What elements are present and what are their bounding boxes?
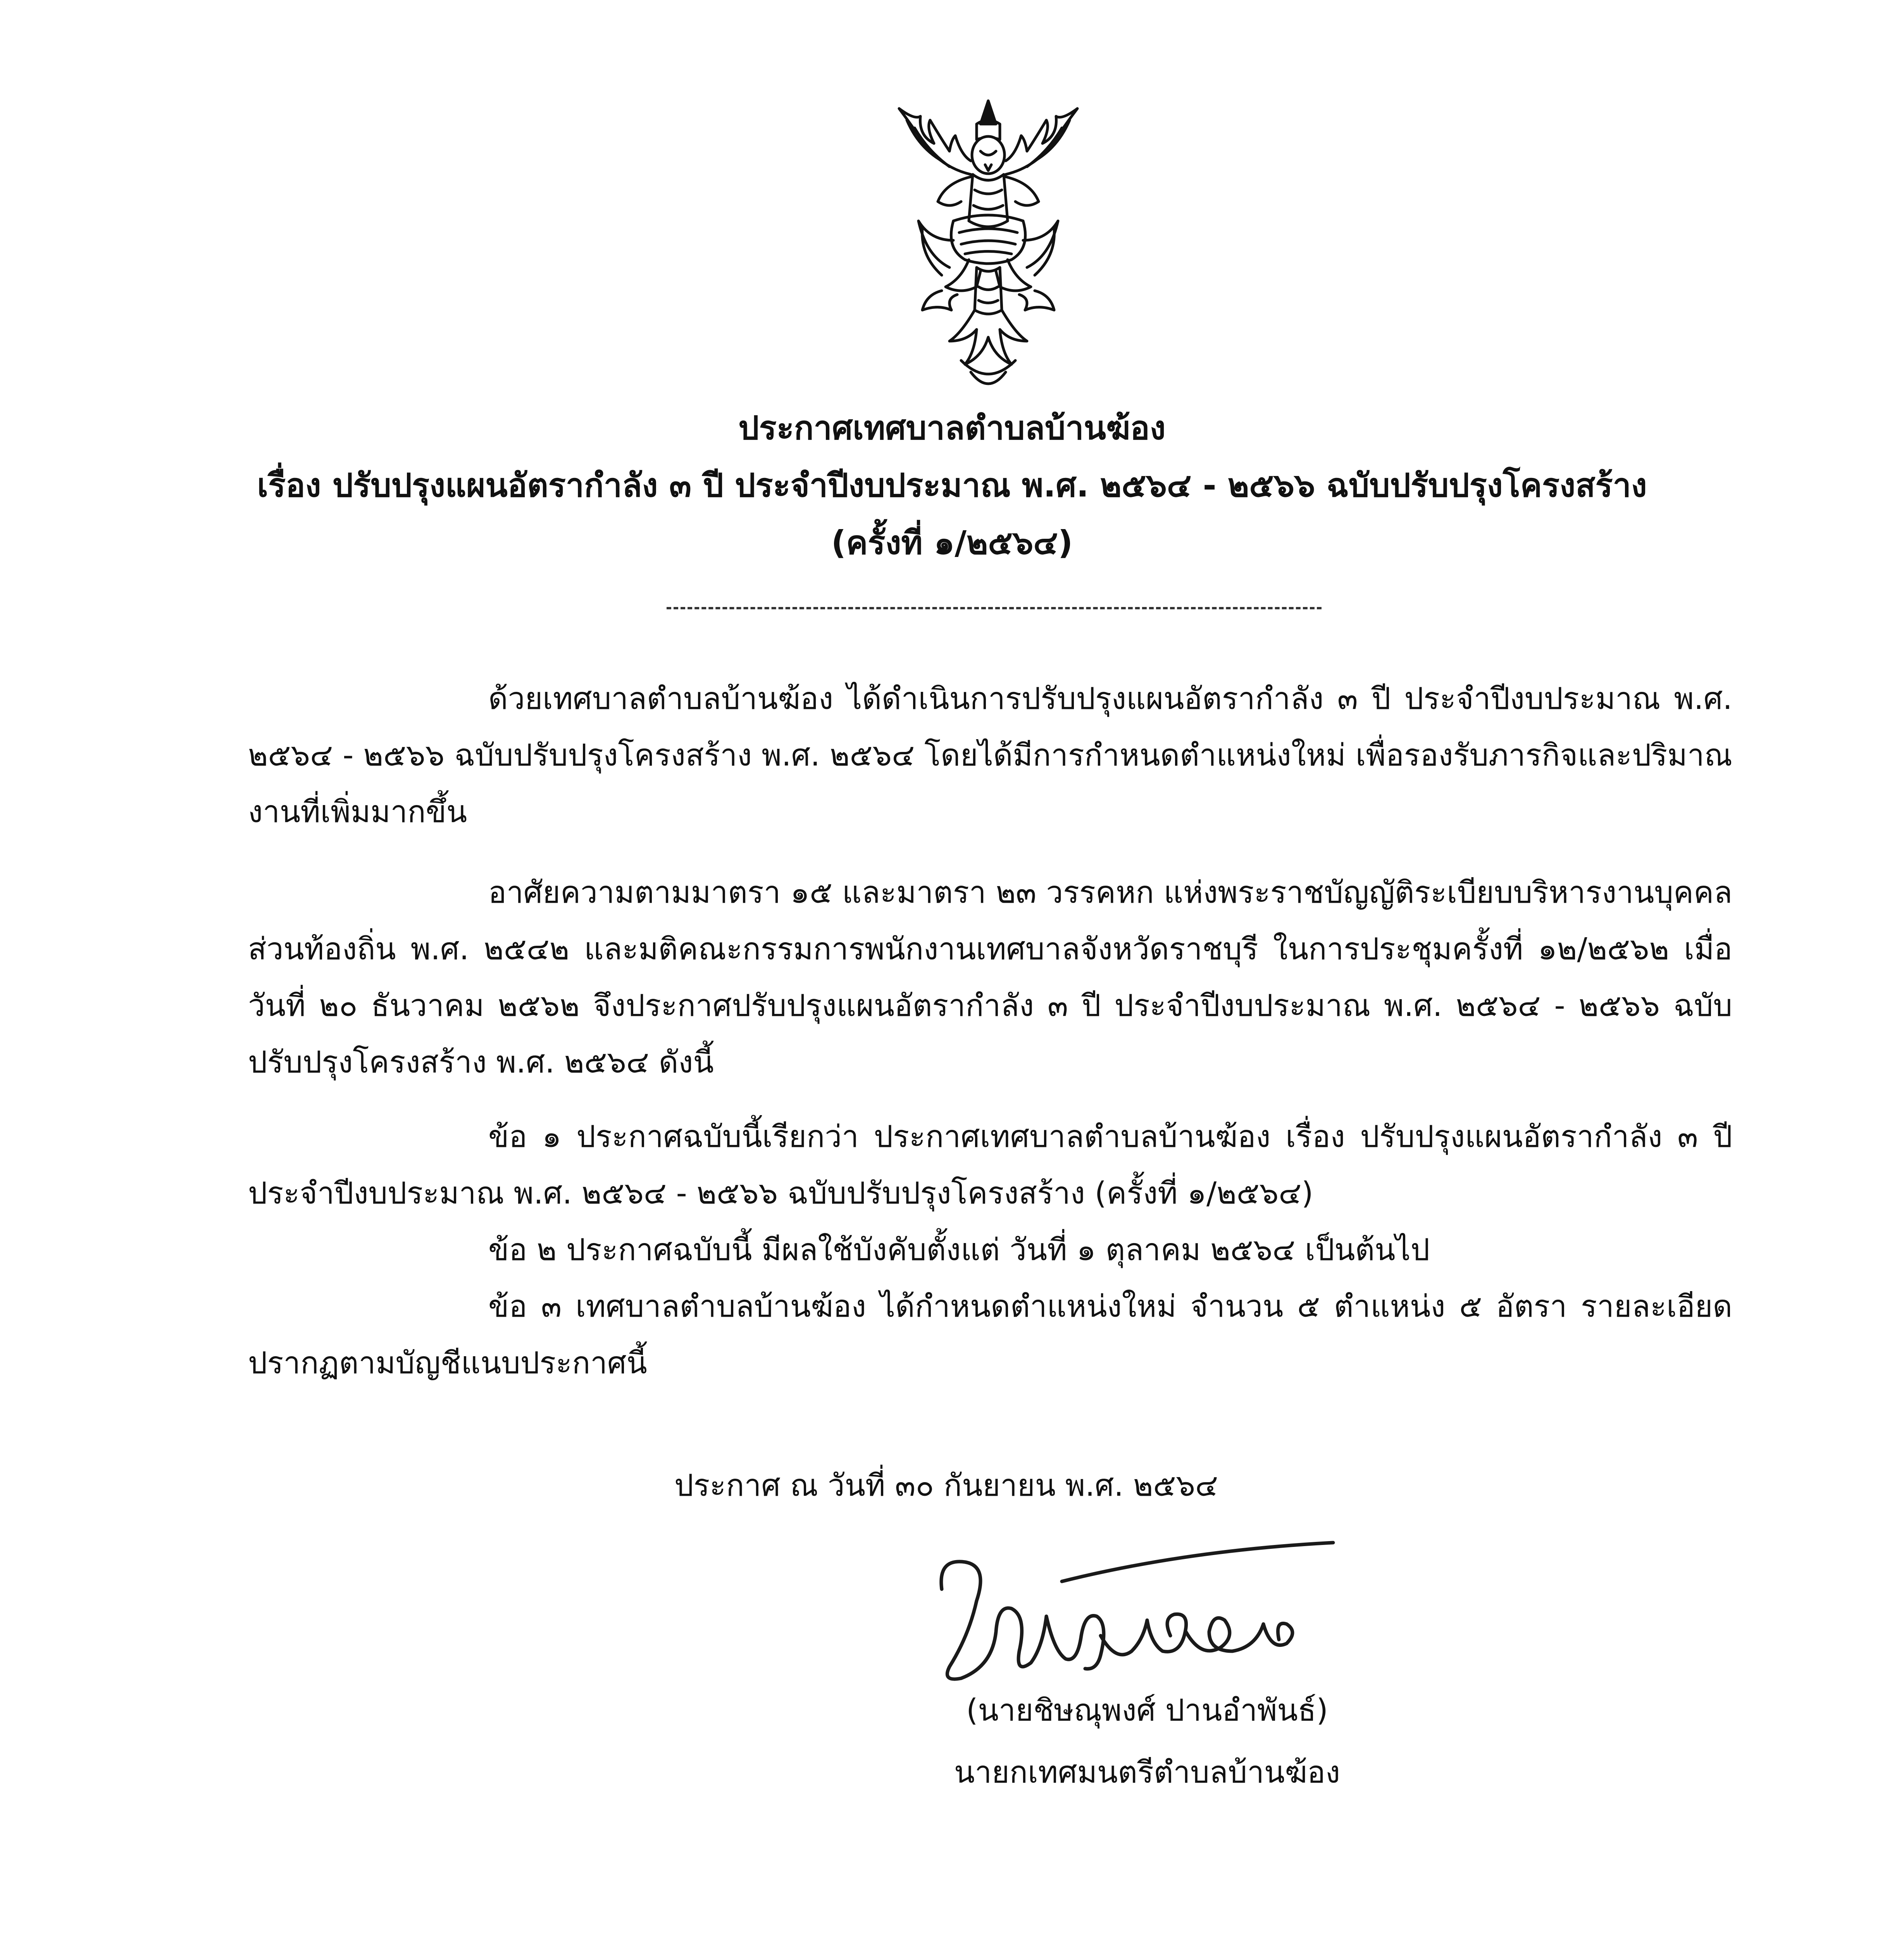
garuda-emblem-icon [884,93,1093,403]
revision-heading: (ครั้งที่ ๑/๒๕๖๔) [831,524,1073,562]
clause-2: ข้อ ๒ ประกาศฉบับนี้ มีผลใช้บังคับตั้งแต่ วันที่ ๑ ตุลาคม ๒๕๖๔ เป็นต้นไป [488,1233,1430,1267]
announcement-title [0,399,1904,571]
paragraph-authority: อาศัยความตามมาตรา ๑๕ และมาตรา ๒๓ วรรคหก แห่งพระราชบัญญัติระเบียบบริหารงานบุคคลส่วนท้องถิ่น พ.ศ. ๒๕๔๒ และมติคณะกรรมการพนักงานเทศบาลจังหวัดราชบุรี ในการประชุมครั้งที่ ๑๒/๒๕๖๒ เมื่อวันที่ ๒๐ ธันวาคม ๒๕๖๒ จึงประกาศปรับปรุงแผนอัตรากำลัง ๓ ปี ประจำปีงบประมาณ พ.ศ. ๒๕๖๔ - ๒๕๖๖ ฉบับปรับปรุงโครงสร้าง พ.ศ. ๒๕๖๔ ดังนี้ [248,875,1732,1080]
clause-1: ข้อ ๑ ประกาศฉบับนี้เรียกว่า ประกาศเทศบาลตำบลบ้านฆ้อง เรื่อง ปรับปรุงแผนอัตรากำลัง ๓ ปี ประจำปีงบประมาณ พ.ศ. ๒๕๖๔ - ๒๕๖๖ ฉบับปรับปรุงโครงสร้าง (ครั้งที่ ๑/๒๕๖๔) [248,1119,1732,1211]
clause-3: ข้อ ๓ เทศบาลตำบลบ้านฆ้อง ได้กำหนดตำแหน่งใหม่ จำนวน ๕ ตำแหน่ง ๕ อัตรา รายละเอียดปรากฏตามบัญชีแนบประกาศนี้ [248,1289,1732,1381]
signer-position: นายกเทศมนตรีตำบลบ้านฆ้อง [954,1755,1341,1790]
body-section-clauses [248,1109,1732,1391]
announcement-date: ประกาศ ณ วันที่ ๓๐ กันยายน พ.ศ. ๒๕๖๔ [674,1468,1218,1503]
signer-name: (นายชิษณุพงศ์ ปานอำพันธ์) [966,1693,1328,1728]
organization-heading: ประกาศเทศบาลตำบลบ้านฆ้อง [738,409,1166,447]
body-section-intro [248,671,1732,840]
title-divider [667,607,1322,609]
body-section-authority [248,864,1732,1091]
paragraph-intro: ด้วยเทศบาลตำบลบ้านฆ้อง ได้ดำเนินการปรับปรุงแผนอัตรากำลัง ๓ ปี ประจำปีงบประมาณ พ.ศ. ๒๕๖๔ - ๒๕๖๖ ฉบับปรับปรุงโครงสร้าง พ.ศ. ๒๕๖๔ โดยได้มีการกำหนดตำแหน่งใหม่ เพื่อรองรับภารกิจและปริมาณงานที่เพิ่มมากขึ้น [248,681,1732,829]
subject-heading: เรื่อง ปรับปรุงแผนอัตรากำลัง ๓ ปี ประจำปีงบประมาณ พ.ศ. ๒๕๖๔ - ๒๕๖๖ ฉบับปรับปรุงโครงสร้าง [257,466,1647,504]
